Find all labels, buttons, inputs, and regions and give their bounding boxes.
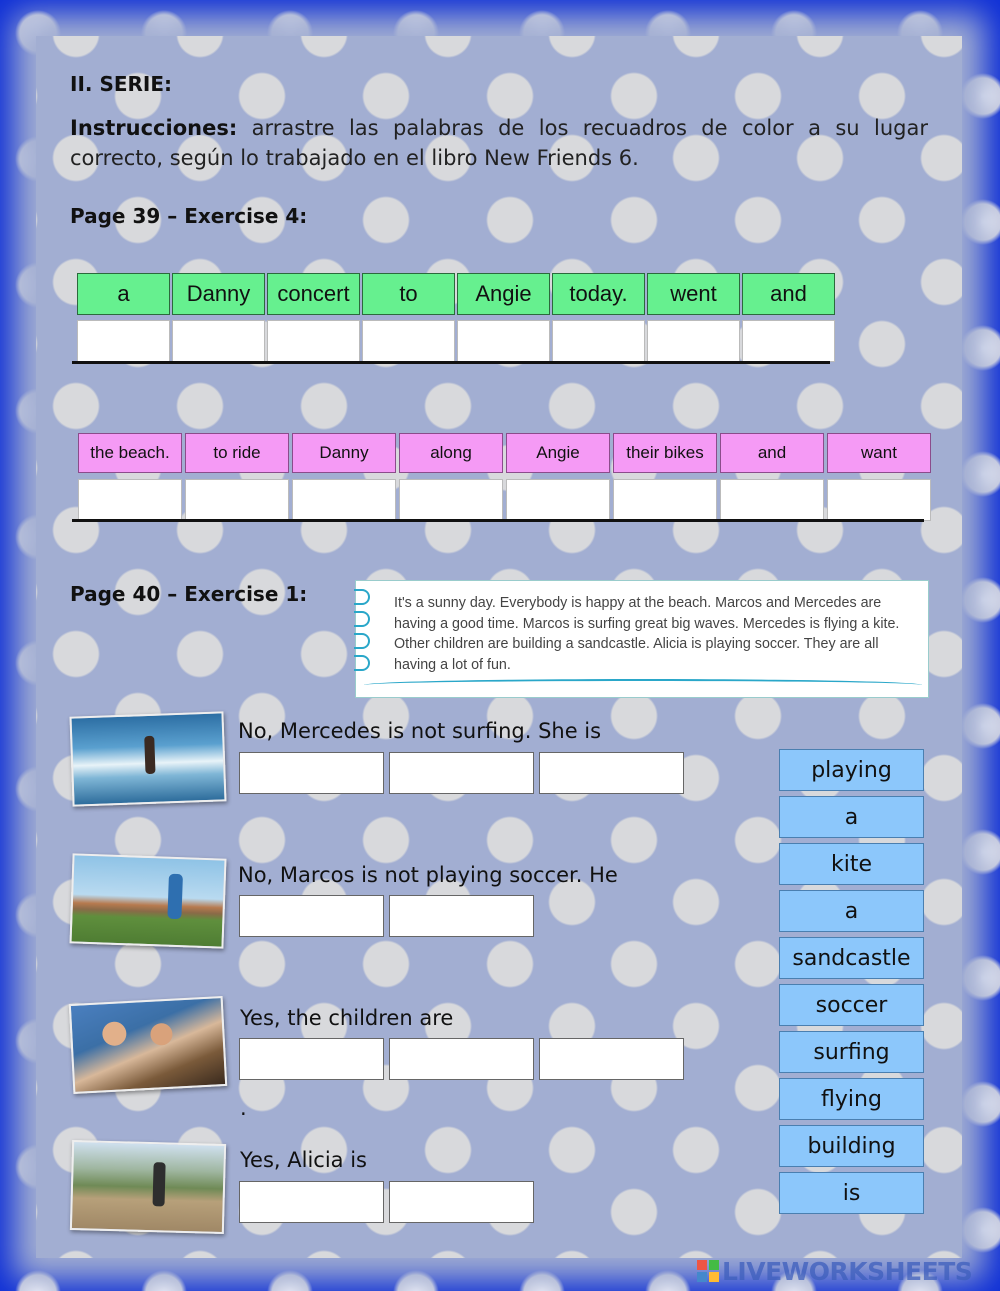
exercise4-row1-dropzones [77, 320, 835, 362]
drag-word[interactable]: today. [552, 273, 645, 315]
child-figure [150, 1023, 173, 1046]
drag-word[interactable]: a [77, 273, 170, 315]
wave-decoration [364, 679, 922, 691]
player-figure [153, 1162, 166, 1206]
drag-word[interactable]: along [399, 433, 503, 473]
sandcastle-photo [69, 996, 227, 1094]
story-text: It's a sunny day. Everybody is happy at the beach. Marcos and Mercedes are having a good time. Marcos is surfing great big waves. Mercedes is flying a kite. Other children are building a sandcastle. Alicia is playing soccer. They are all having a lot of fun. [394, 595, 900, 673]
drop-zone[interactable] [827, 479, 931, 521]
exercise1-title: Page 40 – Exercise 1: [70, 582, 308, 606]
drop-zone[interactable] [647, 320, 740, 362]
drag-word[interactable]: their bikes [613, 433, 717, 473]
answer-box[interactable] [389, 895, 534, 937]
surfing-photo [69, 711, 226, 806]
bank-word[interactable]: playing [779, 749, 924, 791]
answer-box[interactable] [389, 1038, 534, 1080]
answer-box[interactable] [239, 1181, 384, 1223]
drag-word[interactable]: went [647, 273, 740, 315]
answer-box[interactable] [239, 752, 384, 794]
drop-zone[interactable] [742, 320, 835, 362]
section-heading: II. SERIE: [70, 72, 173, 96]
answer-box[interactable] [539, 752, 684, 794]
drop-zone[interactable] [292, 479, 396, 521]
question-text: Yes, the children are [240, 1006, 454, 1030]
surfer-figure [144, 736, 155, 774]
drop-zone[interactable] [77, 320, 170, 362]
drag-word[interactable]: to [362, 273, 455, 315]
bank-word[interactable]: sandcastle [779, 937, 924, 979]
bank-word[interactable]: surfing [779, 1031, 924, 1073]
binder-ring [354, 655, 370, 671]
exercise4-title: Page 39 – Exercise 4: [70, 204, 308, 228]
drag-word[interactable]: the beach. [78, 433, 182, 473]
drag-word[interactable]: Danny [292, 433, 396, 473]
divider-line [72, 519, 924, 522]
answer-box[interactable] [239, 895, 384, 937]
binder-ring [354, 589, 370, 605]
drop-zone[interactable] [267, 320, 360, 362]
drag-word[interactable]: concert [267, 273, 360, 315]
drop-zone[interactable] [399, 479, 503, 521]
bank-word[interactable]: kite [779, 843, 924, 885]
story-card [355, 580, 929, 698]
exercise4-row1-words [77, 273, 835, 315]
drag-word[interactable]: and [742, 273, 835, 315]
drop-zone[interactable] [457, 320, 550, 362]
bank-word[interactable]: soccer [779, 984, 924, 1026]
brand-logo: LIVEWORKSHEETS [722, 1257, 973, 1286]
drag-word[interactable]: Angie [457, 273, 550, 315]
drag-word[interactable]: and [720, 433, 824, 473]
bank-word[interactable]: is [779, 1172, 924, 1214]
binder-ring [354, 611, 370, 627]
drag-word[interactable]: want [827, 433, 931, 473]
soccer-photo [69, 853, 226, 948]
soccer-girl-photo [70, 1140, 226, 1234]
bank-word[interactable]: building [779, 1125, 924, 1167]
answer-box[interactable] [539, 1038, 684, 1080]
drop-zone[interactable] [78, 479, 182, 521]
drop-zone[interactable] [613, 479, 717, 521]
bank-word[interactable]: flying [779, 1078, 924, 1120]
question-text: Yes, Alicia is [240, 1148, 367, 1172]
bank-word[interactable]: a [779, 796, 924, 838]
drop-zone[interactable] [362, 320, 455, 362]
instructions [70, 113, 928, 173]
drop-zone[interactable] [506, 479, 610, 521]
player-figure [167, 874, 183, 919]
liveworksheets-logo-icon [697, 1260, 719, 1282]
question-text: No, Mercedes is not surfing. She is [238, 719, 602, 743]
instructions-label: Instrucciones: [70, 116, 238, 140]
exercise4-row2-words [78, 433, 931, 473]
drop-zone[interactable] [552, 320, 645, 362]
divider-line [72, 361, 830, 364]
instructions-text: arrastre las palabras de los recuadros de color a su lugar correcto, según lo trabajado en el libro New Friends 6. [70, 116, 928, 170]
drag-word[interactable]: to ride [185, 433, 289, 473]
answer-box[interactable] [389, 752, 534, 794]
bank-word[interactable]: a [779, 890, 924, 932]
answer-box[interactable] [389, 1181, 534, 1223]
drag-word[interactable]: Angie [506, 433, 610, 473]
drop-zone[interactable] [185, 479, 289, 521]
answer-box[interactable] [239, 1038, 384, 1080]
drop-zone[interactable] [720, 479, 824, 521]
binder-ring [354, 633, 370, 649]
question-text: No, Marcos is not playing soccer. He [238, 863, 618, 887]
child-figure [102, 1021, 127, 1046]
drag-word[interactable]: Danny [172, 273, 265, 315]
drop-zone[interactable] [172, 320, 265, 362]
period-mark: . [240, 1096, 247, 1120]
exercise4-row2-dropzones [78, 479, 931, 521]
